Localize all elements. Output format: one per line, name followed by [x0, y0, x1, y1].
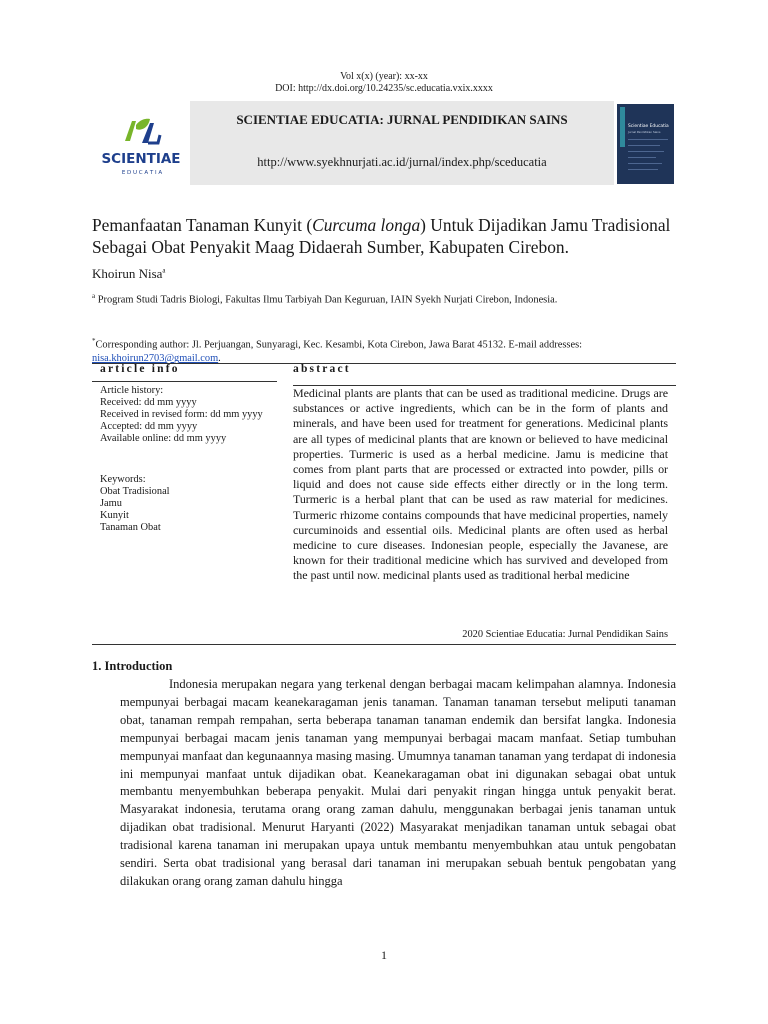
journal-cover-thumbnail [614, 101, 676, 185]
section-heading-introduction: 1. Introduction [92, 659, 173, 673]
journal-name: SCIENTIAE EDUCATIA: JURNAL PENDIDIKAN SAINS [236, 112, 568, 127]
cover-title: Scientiae Educatia [628, 124, 669, 129]
keywords-label: Keywords: [100, 474, 146, 485]
keywords [100, 474, 270, 534]
journal-logo [92, 101, 190, 185]
history-received: Received: dd mm yyyy [100, 397, 197, 408]
keyword: Kunyit [100, 510, 129, 521]
cover-subtitle: Jurnal Pendidikan Sains [628, 130, 661, 134]
divider [92, 381, 277, 382]
abstract-heading: abstract [293, 363, 351, 375]
article-info-heading: article info [100, 363, 180, 375]
journal-url[interactable]: http://www.syekhnurjati.ac.id/jurnal/index.php/sceducatia [257, 155, 547, 169]
abstract-text: Medicinal plants are plants that can be used as traditional medicine. Drugs are substances or active ingredients, which can be in the form of plants and minerals, and have been used for treatment for generations. Medicinal plants are all types of medicinal plants that are known or believed to have medicinal properties. Turmeric is used as a herbal medicine. Jamu is medicine that comes from plant parts that are processed or extracted into powder, pills or liquid and does not cause side effects either directly or in the long term. Turmeric is a herbal plant that can be used as raw material for medicines. Turmeric rhizome contains compounds that have medicinal properties, namely curcuminoids and essential oils. Medicinal plants are often used as herbal medicine to cure diseases. Indonesian people, especially the Javanese, are known for their traditional medicine which has survived and developed from the past until now. medicinal plants used as traditional herbal medicine [293, 386, 668, 583]
author-email-link[interactable]: nisa.khoirun2703@gmail.com [92, 353, 219, 365]
keyword: Obat Tradisional [100, 486, 170, 497]
logo-subword: E D U C A T I A [121, 170, 163, 176]
logo-wordmark: SCIENTIAE [101, 151, 181, 167]
history-accepted: Accepted: dd mm yyyy [100, 421, 198, 432]
keyword: Jamu [100, 498, 122, 509]
page-number: 1 [381, 948, 387, 962]
copyright-line: 2020 Scientiae Educatia: Jurnal Pendidikan Sains [462, 629, 668, 640]
volume-line: Vol x(x) (year): xx-xx [340, 71, 428, 82]
divider [92, 644, 676, 645]
history-label: Article history: [100, 385, 164, 396]
keyword: Tanaman Obat [100, 522, 161, 533]
corresponding-author: *Corresponding author: Jl. Perjuangan, Sunyaragi, Kec. Kesambi, Kota Cirebon, Jawa Barat 45132. E-mail addresses: nisa.khoirun2703@gmail.com. [92, 337, 583, 365]
history-revised: Received in revised form: dd mm yyyy [100, 409, 263, 420]
doi-line: DOI: http://dx.doi.org/10.24235/sc.educatia.vxix.xxxx [275, 83, 493, 94]
author-name: Khoirun Nisa$^a$ [92, 266, 166, 281]
history-online: Available online: dd mm yyyy [100, 433, 227, 444]
introduction-paragraph: Indonesia merupakan negara yang terkenal dengan berbagai macam kelimpahan alamnya. Indonesia mempunyai berbagai macam keanekaragaman jenis tanaman. Tanaman tanaman tersebut meliputi tanaman obat, tanaman rempah rempahan, serta beberapa tanaman tanaman endemik dan bersifat langka. Indonesia mempunyai berbagai macam jenis tanaman yang mempunyai berbagai macam manfaat. Setiap tumbuhan mempunyai manfaat dan kegunaannya masing masing. Umumnya tanaman tanaman yang terdapat di indonesia ini mempunyai manfaat untuk dijadikan obat. Keanekaragaman obat ini digunakan sebagai obat untuk membantu menyembuhkan beberapa penyakit. Mulai dari penyakit ringan hingga untuk penyakit berat. Masyarakat indonesia, terutama orang orang zaman dahulu, menggunakan berbagai jenis tanaman untuk dijadikan obat tradisional. Menurut Haryanti (2022) Masyarakat menjadikan tanaman untuk sebagai obat tradisional karena tanaman ini merupakan upaya untuk membantu menyembuhkan atau untuk pengobatan sendiri. Serta obat tradisional yang berasal dari tanaman ini merupakan sebuah bentuk pengobatan yang dilakukan orang orang zaman dahulu hingga [120, 677, 676, 888]
paper-title: Pemanfaatan Tanaman Kunyit (Curcuma longa) Untuk Dijadikan Jamu Tradisional Sebagai Obat Penyakit Maag Didaerah Sumber, Kabupaten Cirebon. [92, 215, 671, 257]
leaf-beaker-icon [92, 101, 190, 185]
article-history [100, 385, 270, 445]
affiliation: $^a$ Program Studi Tadris Biologi, Fakultas Ilmu Tarbiyah Dan Keguruan, IAIN Syekh Nurjati Cirebon, Indonesia. [92, 292, 558, 306]
